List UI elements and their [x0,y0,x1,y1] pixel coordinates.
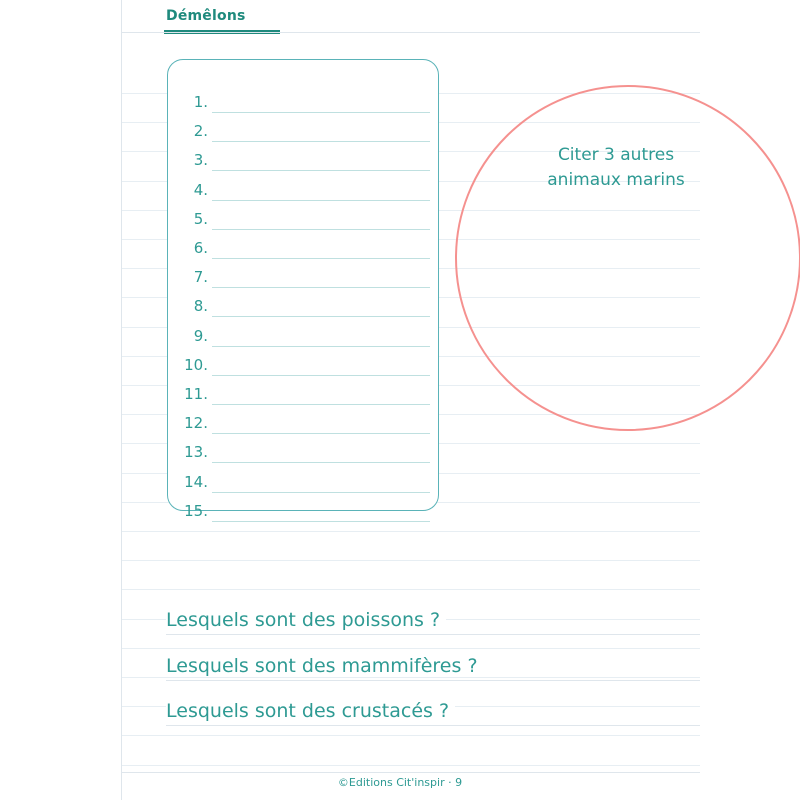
list-item-number: 9. [193,327,208,345]
list-item-number: 5. [193,210,208,228]
list-item-writing-line[interactable] [212,404,430,405]
header-divider [122,32,700,33]
question-row-2 [166,651,700,681]
list-item-writing-line[interactable] [212,258,430,259]
list-item[interactable] [178,232,430,260]
list-item[interactable] [178,407,430,435]
list-item[interactable] [178,436,430,464]
question-answer-rule-3[interactable] [166,725,700,726]
circle-prompt-line1: Citer 3 autres [557,145,675,165]
question-answer-rule-1[interactable] [166,634,700,635]
list-item-number: 12. [184,414,208,432]
list-item-writing-line[interactable] [212,141,430,142]
list-item-number: 3. [193,151,208,169]
list-item-writing-line[interactable] [212,492,430,493]
list-item-writing-line[interactable] [212,287,430,288]
list-item[interactable] [178,144,430,172]
circle-prompt-line2: animaux marins [547,170,685,190]
question-label-3: Lesquels sont des crustacés ? [166,700,455,722]
background-rule [122,560,700,561]
list-item-writing-line[interactable] [212,200,430,201]
list-item-number: 2. [193,122,208,140]
list-item-writing-line[interactable] [212,346,430,347]
question-answer-rule-2[interactable] [166,680,700,681]
list-item-number: 13. [184,443,208,461]
list-item-number: 10. [184,356,208,374]
list-item[interactable] [178,261,430,289]
list-item-writing-line[interactable] [212,462,430,463]
list-item[interactable] [178,320,430,348]
list-item-number: 6. [193,239,208,257]
list-item-number: 14. [184,473,208,491]
list-item[interactable] [178,203,430,231]
list-item[interactable] [178,378,430,406]
list-item[interactable] [178,174,430,202]
list-item-writing-line[interactable] [212,112,430,113]
background-rule [122,735,700,736]
pink-circle-outline [455,85,800,431]
list-item-number: 15. [184,502,208,520]
list-item-number: 4. [193,181,208,199]
footer-divider [122,772,700,773]
background-rule [122,648,700,649]
numbered-list-box [167,59,439,520]
background-rule [122,765,700,766]
list-item[interactable] [178,290,430,318]
list-item[interactable] [178,495,430,523]
list-item-number: 8. [193,297,208,315]
list-item-writing-line[interactable] [212,229,430,230]
list-item-writing-line[interactable] [212,521,430,522]
background-rule [122,531,700,532]
list-item-writing-line[interactable] [212,170,430,171]
pink-circle-shape [455,85,800,435]
question-label-1: Lesquels sont des poissons ? [166,609,446,631]
question-row-3 [166,696,700,726]
background-rule [122,589,700,590]
numbered-list [168,60,438,520]
footer-credit: ©Editions Cit'inspir · 9 [337,776,463,789]
page-title: Démêlons [166,8,246,24]
list-item[interactable] [178,349,430,377]
list-item-writing-line[interactable] [212,375,430,376]
list-item-number: 11. [184,385,208,403]
list-item[interactable] [178,466,430,494]
list-item[interactable] [178,115,430,143]
list-item-number: 1. [193,93,208,111]
list-item-writing-line[interactable] [212,433,430,434]
list-item-writing-line[interactable] [212,316,430,317]
question-row-1 [166,605,700,635]
circle-prompt-text [521,143,711,193]
list-item[interactable] [178,86,430,114]
question-label-2: Lesquels sont des mammifères ? [166,655,484,677]
list-item-number: 7. [193,268,208,286]
